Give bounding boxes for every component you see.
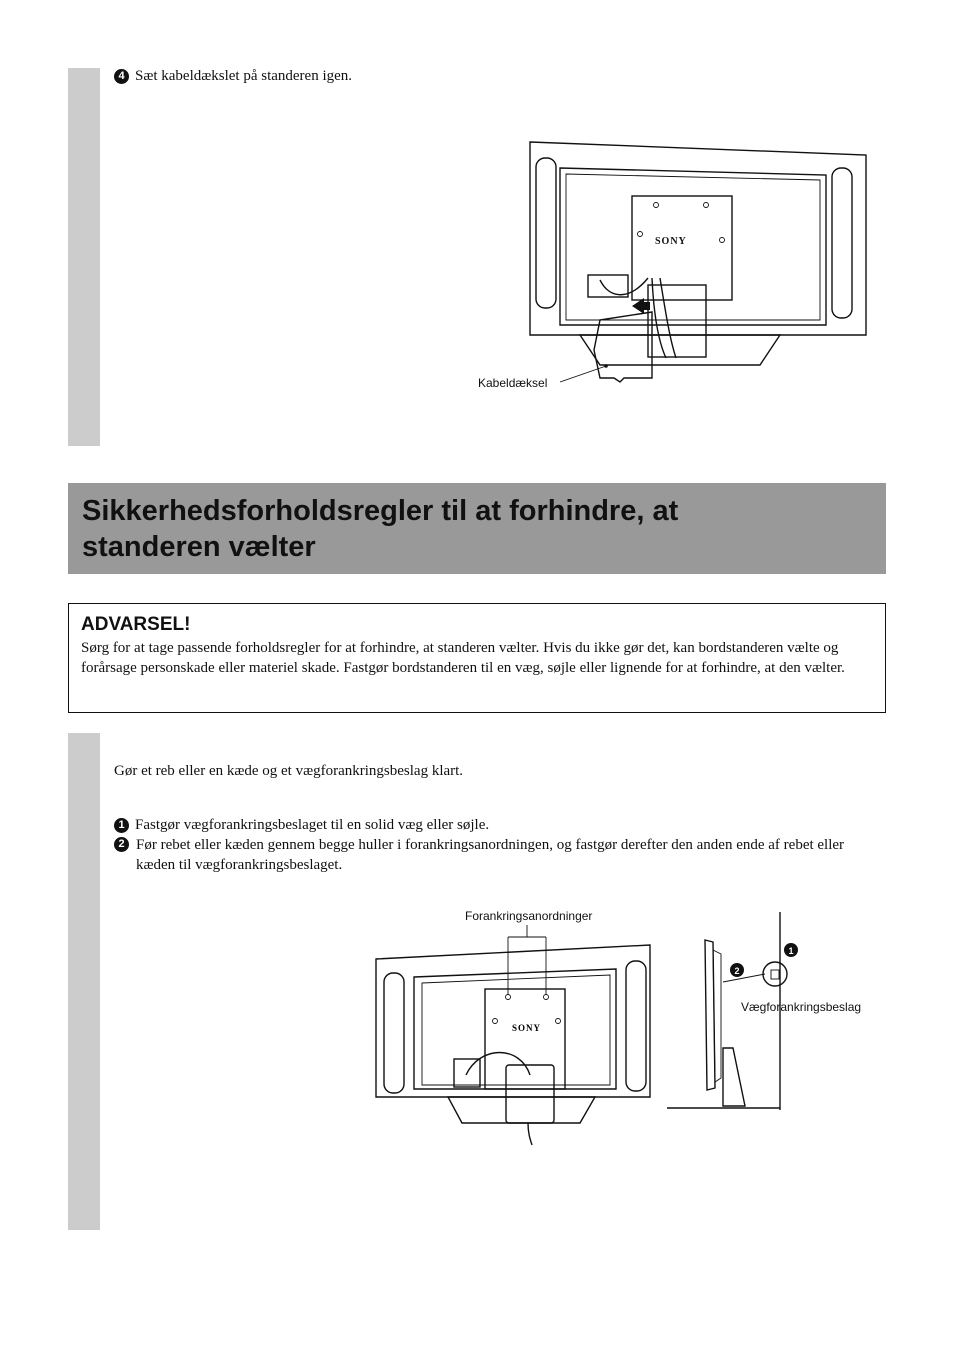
warning-body: Sørg for at tage passende forholdsregler for at forhindre, at standeren vælter. Hvis du ikke gør det, kan bordstanderen vælte og forårsage personskade eller materiel skade. Fastgør bordstanderen til en væg, søjle eller lignende for at forhindre, at den vælter. [81, 640, 845, 676]
page-title [68, 483, 886, 575]
section-heading-banner [68, 483, 886, 574]
svg-text:SONY: SONY [512, 1023, 542, 1033]
svg-text:2: 2 [734, 966, 740, 976]
svg-text:1: 1 [788, 946, 794, 956]
page-title-line1: Sikkerhedsforholdsregler til at forhindre, at [82, 495, 679, 527]
step-number-badge: 2 [114, 837, 129, 852]
step-1 [114, 815, 489, 835]
figure2-anchors-label: Forankringsanordninger [465, 909, 593, 923]
step-2 [114, 835, 886, 875]
step-number-badge: 1 [114, 818, 129, 833]
sony-logo: SONY [655, 236, 687, 247]
step-number-badge: 4 [114, 69, 129, 84]
step-4-text: Sæt kabeldækslet på standeren igen. [135, 68, 353, 84]
warning-box [68, 603, 886, 713]
step-4 [114, 66, 352, 86]
tv-anchor-illustration [370, 925, 670, 1145]
figure1-callout-label: Kabeldæksel [478, 376, 548, 390]
step-1-text: Fastgør vægforankringsbeslaget til en solid væg eller søjle. [135, 817, 490, 833]
sidebar-bar-top [68, 68, 100, 446]
side-view-wall-illustration [665, 912, 795, 1117]
figure2-bracket-label: Vægforankringsbeslag [741, 1000, 862, 1014]
intro-text: Gør et reb eller en kæde og et vægforankringsbeslag klart. [114, 763, 464, 779]
sidebar-bar-bottom [68, 733, 100, 1230]
warning-title: ADVARSEL! [81, 614, 191, 635]
tv-cable-cover-illustration [470, 130, 880, 400]
step-2-text: Før rebet eller kæden gennem begge huller i forankringsanordningen, og fastgør derefter den anden ende af rebet eller kæden til vægforankringsbeslaget. [136, 837, 845, 873]
page-title-line2: standeren vælter [82, 531, 316, 563]
